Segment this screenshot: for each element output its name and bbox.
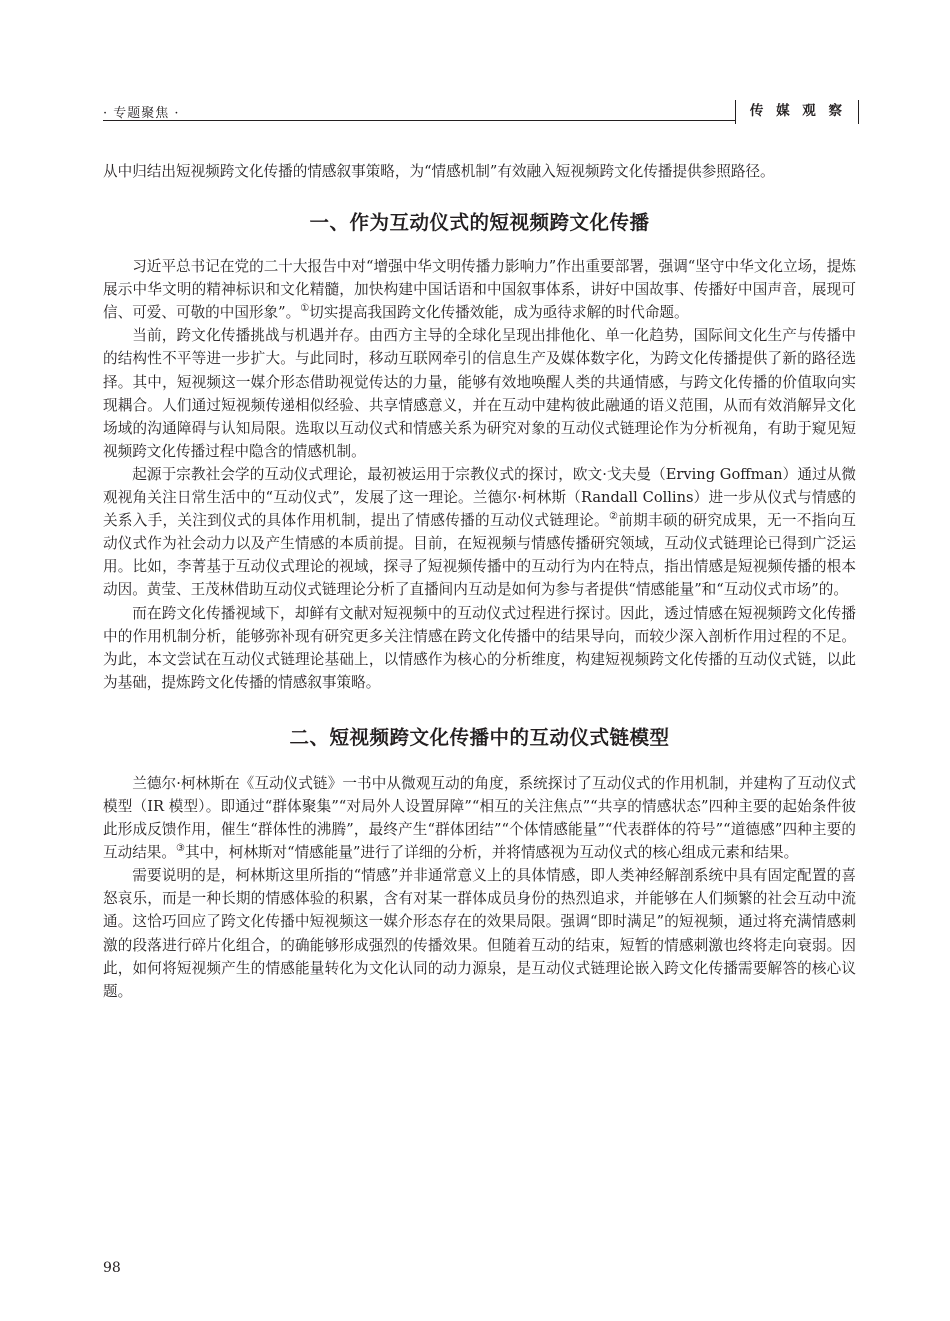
section-2-heading: 二、短视频跨文化传播中的互动仪式链模型 <box>289 725 670 749</box>
section-1-paragraph-1 <box>103 255 856 324</box>
paragraph-text: 习近平总书记在党的二十大报告中对“增强中华文明传播力影响力”作出重要部署，强调“坚守中华文化立场，提炼展示中华文明的精神标识和文化精髓，加快构建中国话语和中国叙事体系，讲好中国故事、传播好中国声音，展现可信、可爱、可敬的中国形象”。 <box>103 258 856 322</box>
footnote-marker[interactable]: ② <box>608 511 619 523</box>
section-1-paragraph-3 <box>103 463 856 602</box>
section-label: · 专题聚焦 · <box>103 106 180 121</box>
intro-line: 从中归结出短视频跨文化传播的情感叙事策略，为“情感机制”有效融入短视频跨文化传播提供参照路径。 <box>103 163 775 180</box>
journal-name: 传 媒 观 察 <box>735 100 859 124</box>
section-1-heading: 一、作为互动仪式的短视频跨文化传播 <box>309 211 650 235</box>
footnote-marker[interactable]: ③ <box>175 843 185 855</box>
running-header <box>103 100 859 124</box>
paragraph-text: 前期丰硕的研究成果，无一不指向互动仪式作为社会动力以及产生情感的本质前提。目前，在短视频与情感传播研究领域，互动仪式链理论已得到广泛运用。比如，李菁基于互动仪式理论的视域，探寻了短视频传播中的互动行为内在特点，指出情感是短视频传播的根本动因。黄莹、王茂林借助互动仪式链理论分析了直播间内互动是如何为参与者提供“情感能量”和“互动仪式市场”的。 <box>103 512 856 599</box>
footnote-marker[interactable]: ① <box>300 303 310 315</box>
section-1-paragraph-2: 当前，跨文化传播挑战与机遇并存。由西方主导的全球化呈现出排他化、单一化趋势，国际间文化生产与传播中的结构性不平等进一步扩大。与此同时，移动互联网牵引的信息生产及媒体数字化，为跨文化传播提供了新的路径选择。其中，短视频这一媒介形态借助视觉传达的力量，能够有效地唤醒人类的共通情感，与跨文化传播的价值取向实现耦合。人们通过短视频传递相似经验、共享情感意义，并在互动中建构彼此融通的语义范围，从而有效消解异文化场域的沟通障碍与认知局限。选取以互动仪式和情感关系为研究对象的互动仪式链理论作为分析视角，有助于窥见短视频跨文化传播过程中隐含的情感机制。 <box>103 327 856 460</box>
paragraph-text: 切实提高我国跨文化传播效能，成为亟待求解的时代命题。 <box>309 304 689 322</box>
section-1-paragraph-4: 而在跨文化传播视域下，却鲜有文献对短视频中的互动仪式过程进行探讨。因此，透过情感在短视频跨文化传播中的作用机制分析，能够弥补现有研究更多关注情感在跨文化传播中的结果导向，而较少深入剖析作用过程的不足。为此，本文尝试在互动仪式链理论基础上，以情感作为核心的分析维度，构建短视频跨文化传播的互动仪式链，以此为基础，提炼跨文化传播的情感叙事策略。 <box>103 604 856 691</box>
paragraph-text: 起源于宗教社会学的互动仪式理论，最初被运用于宗教仪式的探讨，欧文·戈夫曼（Erving Goffman）通过从微观视角关注日常生活中的“互动仪式”，发展了这一理论。兰德尔·柯林斯（Randall Collins）进一步从仪式与情感的关系入手，关注到仪式的具体作用机制，提出了情感传播的互动仪式链理论。 <box>103 465 856 530</box>
page-number: 98 <box>103 1260 121 1276</box>
section-2-paragraph-1 <box>103 772 856 864</box>
paragraph-text: 兰德尔·柯林斯在《互动仪式链》一书中从微观互动的角度，系统探讨了互动仪式的作用机制，并建构了互动仪式模型（IR 模型）。即通过“群体聚集”“对局外人设置屏障”“相互的关注焦点”“共享的情感状态”四种主要的起始条件彼此形成反馈作用，催生“群体性的沸腾”，最终产生“群体团结”“个体情感能量”“代表群体的符号”“道德感”四种主要的互动结果。 <box>103 774 856 862</box>
section-2-paragraph-2: 需要说明的是，柯林斯这里所指的“情感”并非通常意义上的具体情感，即人类神经解剖系统中具有固定配置的喜怒哀乐，而是一种长期的情感体验的积累，含有对某一群体成员身份的热烈追求，并能够在人们频繁的社会互动中流通。这恰巧回应了跨文化传播中短视频这一媒介形态存在的效果局限。强调“即时满足”的短视频，通过将充满情感刺激的段落进行碎片化组合，的确能够形成强烈的传播效果。但随着互动的结束，短暂的情感刺激也终将走向衰弱。因此，如何将短视频产生的情感能量转化为文化认同的动力源泉，是互动仪式链理论嵌入跨文化传播需要解答的核心议题。 <box>103 867 856 1000</box>
article-body <box>103 160 856 1003</box>
paragraph-text: 其中，柯林斯对“情感能量”进行了详细的分析，并将情感视为互动仪式的核心组成元素和结果。 <box>184 844 799 862</box>
